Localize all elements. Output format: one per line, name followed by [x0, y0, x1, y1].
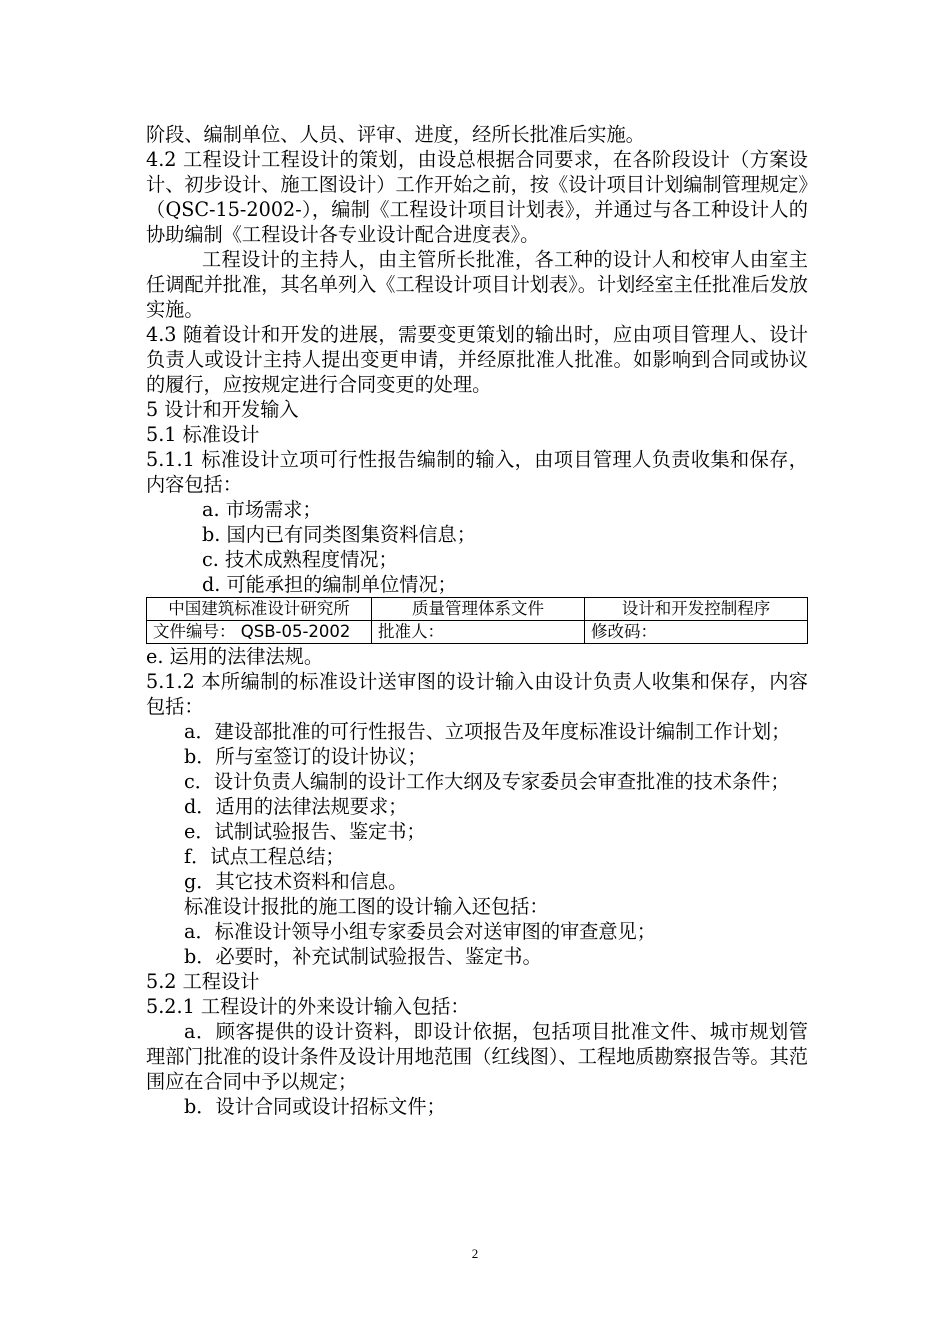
list-item: f．试点工程总结； [184, 845, 345, 868]
list-item: b．所与室签订的设计协议； [184, 745, 427, 768]
list-item: d. 可能承担的编制单位情况； [202, 573, 457, 596]
list-item: e．试制试验报告、鉴定书； [184, 820, 426, 843]
section-heading-5: 5 设计和开发输入 [146, 398, 299, 421]
list-item: c．设计负责人编制的设计工作大纲及专家委员会审查批准的技术条件； [184, 770, 790, 793]
paragraph-approval-inputs: 标准设计报批的施工图的设计输入还包括： [184, 895, 549, 918]
paragraph-5-1-2: 5.1.2 本所编制的标准设计送审图的设计输入由设计负责人收集和保存，内容包括： [146, 670, 808, 718]
list-item: g．其它技术资料和信息。 [184, 870, 408, 893]
page-number: 2 [471, 1246, 479, 1261]
revision-cell: 修改码： [585, 621, 808, 644]
paragraph-4-2: 4.2 工程设计工程设计的策划，由设总根据合同要求，在各阶段设计（方案设计、初步设计、施工图设计）工作开始之前，按《设计项目计划编制管理规定》（QSC-15-2002-），编制《工程设计项目计划表》，并通过与各工种设计人的协助编制《工程设计各专业设计配合进度表》。 [146, 148, 808, 246]
list-item: a．顾客提供的设计资料，即设计依据，包括项目批准文件、城市规划管理部门批准的设计条件及设计用地范围（红线图）、工程地质勘察报告等。其范围应在合同中予以规定； [146, 1020, 808, 1093]
paragraph-host-approval: 工程设计的主持人，由主管所长批准，各工种的设计人和校审人由室主任调配并批准，其名单列入《工程设计项目计划表》。计划经室主任批准后发放实施。 [146, 248, 808, 321]
paragraph-stage-continuation: 阶段、编制单位、人员、评审、进度，经所长批准后实施。 [146, 123, 645, 146]
section-heading-5-1: 5.1 标准设计 [146, 423, 260, 446]
section-heading-5-2: 5.2 工程设计 [146, 970, 260, 993]
list-item: b．设计合同或设计招标文件； [184, 1095, 446, 1118]
document-page [146, 122, 808, 1119]
list-item: e. 运用的法律法规。 [146, 645, 324, 668]
list-item: a．标准设计领导小组专家委员会对送审图的审查意见； [184, 920, 656, 943]
list-item: a. 市场需求； [202, 498, 322, 521]
doc-type-cell: 质量管理体系文件 [372, 598, 585, 621]
list-item: a．建设部批准的可行性报告、立项报告及年度标准设计编制工作计划； [184, 720, 791, 743]
list-item: d．适用的法律法规要求； [184, 795, 408, 818]
table-row [147, 621, 808, 644]
paragraph-5-2-1: 5.2.1 工程设计的外来设计输入包括： [146, 995, 470, 1018]
paragraph-5-1-1: 5.1.1 标准设计立项可行性报告编制的输入，由项目管理人负责收集和保存，内容包括： [146, 448, 808, 496]
procedure-cell: 设计和开发控制程序 [585, 598, 808, 621]
table-row [147, 598, 808, 621]
approver-cell: 批准人： [372, 621, 585, 644]
doc-number-cell: 文件编号： QSB-05-2002 [147, 621, 372, 644]
paragraph-4-3: 4.3 随着设计和开发的进展，需要变更策划的输出时，应由项目管理人、设计负责人或设计主持人提出变更申请，并经原批准人批准。如影响到合同或协议的履行，应按规定进行合同变更的处理。 [146, 323, 808, 396]
list-item: b. 国内已有同类图集资料信息； [202, 523, 476, 546]
list-item: b．必要时，补充试制试验报告、鉴定书。 [184, 945, 542, 968]
list-item: c. 技术成熟程度情况； [202, 548, 398, 571]
org-name-cell: 中国建筑标准设计研究所 [147, 598, 372, 621]
document-header-table [146, 597, 808, 644]
